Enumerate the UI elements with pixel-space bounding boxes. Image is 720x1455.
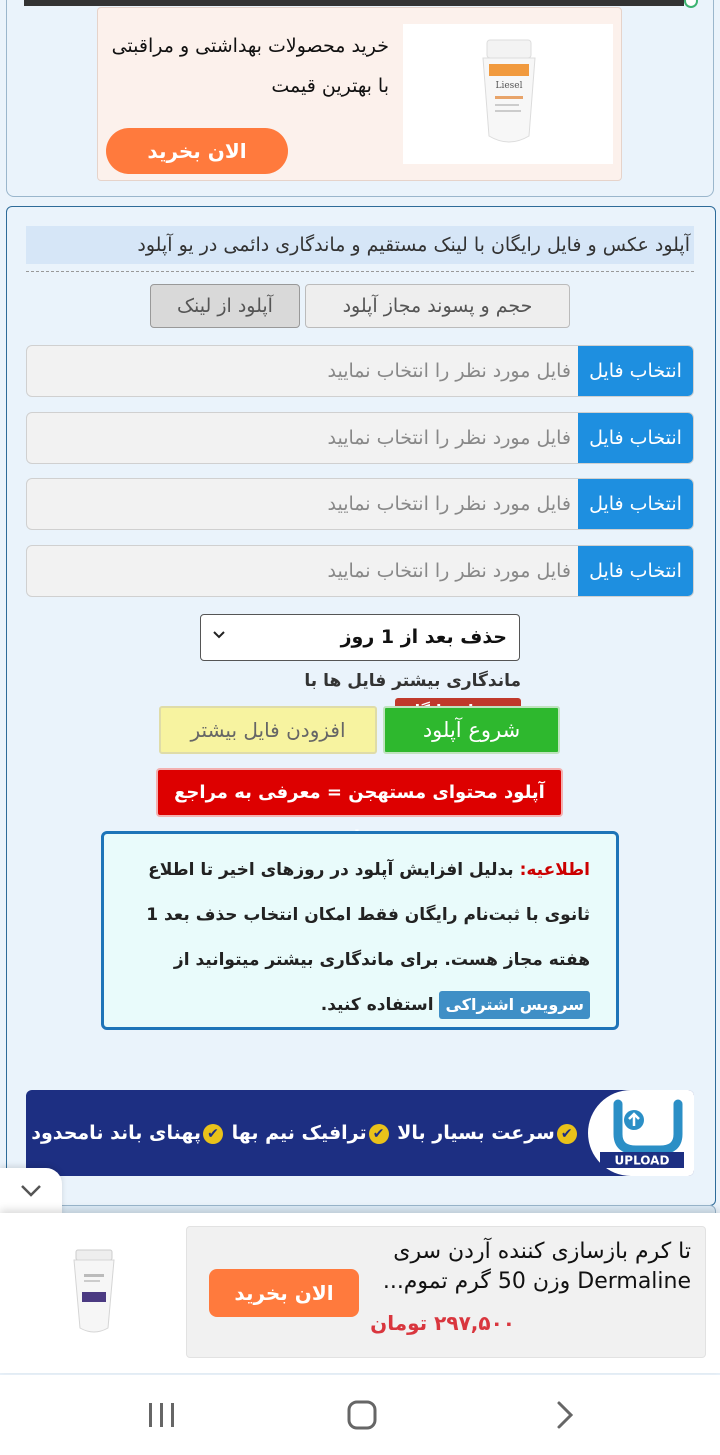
banner-features <box>26 1090 584 1176</box>
top-ad-buy-button[interactable]: الان بخرید <box>106 128 288 174</box>
add-more-files-button[interactable]: افزودن فایل بیشتر <box>159 706 377 754</box>
file-input-placeholder: فایل مورد نظر را انتخاب نمایید <box>327 493 571 515</box>
check-icon: ✔ <box>369 1124 389 1144</box>
chevron-down-icon[interactable] <box>0 1168 62 1218</box>
choose-file-button[interactable]: انتخاب فایل <box>578 479 693 529</box>
file-input-row[interactable] <box>26 545 694 597</box>
check-icon: ✔ <box>557 1124 577 1144</box>
subscription-service-link[interactable]: سرویس اشتراکی <box>439 991 590 1019</box>
select-value: حذف بعد از 1 روز <box>340 626 507 648</box>
sticky-ad-product-image[interactable] <box>48 1244 138 1344</box>
upload-logo <box>588 1090 694 1176</box>
banner-feature: سرعت بسیار بالا <box>397 1122 555 1144</box>
keep-longer-line <box>199 666 521 696</box>
banner-feature: پهنای باند نامحدود <box>31 1122 202 1144</box>
notice-box <box>101 831 619 1030</box>
sticky-ad-card[interactable] <box>186 1226 706 1358</box>
tab-upload-from-link[interactable]: آپلود از لینک <box>150 284 300 328</box>
file-input-placeholder: فایل مورد نظر را انتخاب نمایید <box>327 427 571 449</box>
file-input-placeholder: فایل مورد نظر را انتخاب نمایید <box>327 560 571 582</box>
illegal-content-warning: آپلود محتوای مستهجن = معرفی به مراجع <box>156 768 563 817</box>
top-ad-card[interactable] <box>97 7 622 181</box>
start-upload-button[interactable]: شروع آپلود <box>383 706 560 754</box>
banner-feature: ترافیک نیم بها <box>231 1122 367 1144</box>
delete-after-select[interactable] <box>200 614 520 661</box>
top-image-strip <box>24 0 684 6</box>
top-ad-text: خرید محصولات بهداشتی و مراقبتی با بهترین قیمت <box>111 35 389 97</box>
collapse-ad-tab[interactable] <box>0 1168 62 1218</box>
file-input-row[interactable] <box>26 478 694 530</box>
file-input-placeholder: فایل مورد نظر را انتخاب نمایید <box>327 360 571 382</box>
file-input-row[interactable] <box>26 345 694 397</box>
promo-banner[interactable] <box>26 1090 694 1176</box>
choose-file-button[interactable]: انتخاب فایل <box>578 346 693 396</box>
home-icon[interactable] <box>332 1375 392 1455</box>
chevron-down-icon <box>211 627 227 643</box>
back-icon[interactable] <box>535 1375 595 1455</box>
svg-text:UPLOAD: UPLOAD <box>614 1153 670 1168</box>
divider <box>26 271 694 272</box>
choose-file-button[interactable]: انتخاب فایل <box>578 413 693 463</box>
notice-text-end: استفاده کنید. <box>320 995 434 1015</box>
sticky-ad-title: تا کرم بازسازی کننده آردن سری Dermaline وزن 50 گرم تموم... <box>382 1239 691 1294</box>
recent-apps-icon[interactable] <box>132 1375 192 1455</box>
svg-text:Liesel: Liesel <box>495 81 523 91</box>
choose-file-button[interactable]: انتخاب فایل <box>578 546 693 596</box>
check-icon: ✔ <box>203 1124 223 1144</box>
tab-allowed-size[interactable]: حجم و پسوند مجاز آپلود <box>305 284 570 328</box>
keep-longer-text: ماندگاری بیشتر فایل ها با <box>304 671 521 691</box>
sticky-ad-price: ۲۹۷,۵۰۰ تومان <box>370 1311 515 1335</box>
notice-text: بدلیل افزایش آپلود در روزهای اخیر تا اطلاع ثانوی با ثبت‌نام رایگان فقط امکان انتخاب حذف بعد 1 هفته مجاز هست. برای ماندگاری بیشتر میتوانید از <box>146 860 590 970</box>
system-nav-bar <box>0 1375 720 1455</box>
notice-label: اطلاعیه: <box>519 860 590 880</box>
top-ad-product-image[interactable] <box>403 24 613 164</box>
file-input-row[interactable] <box>26 412 694 464</box>
sticky-ad-buy-button[interactable]: الان بخرید <box>209 1269 359 1317</box>
page-title: آپلود عکس و فایل رایگان با لینک مستقیم و ماندگاری دائمی در یو آپلود <box>26 226 694 264</box>
